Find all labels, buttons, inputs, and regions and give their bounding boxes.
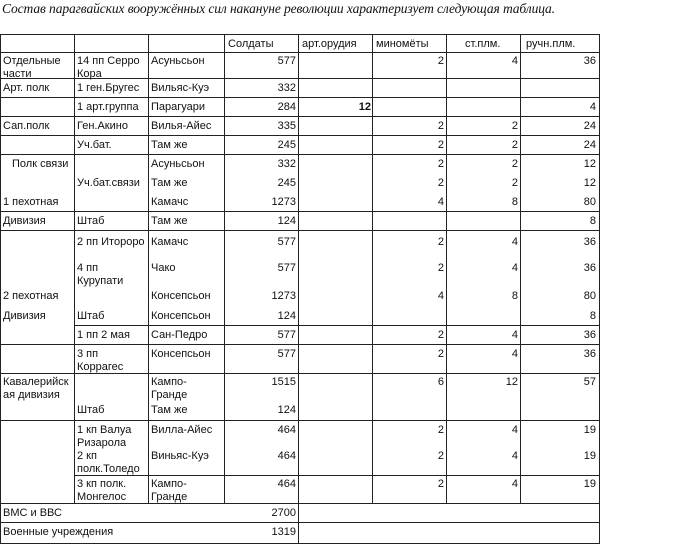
lmg-cell: 8 [589, 310, 596, 322]
soldiers-cell: 245 [277, 177, 296, 189]
lmg-cell: 8 [589, 215, 596, 227]
grid-line [0, 34, 600, 35]
soldiers-cell: 577 [277, 236, 296, 248]
subunit-cell: 2 кп полк.Толедо [77, 450, 140, 475]
soldiers-cell: 1319 [271, 526, 296, 538]
unit-cell: Военные учреждения [3, 526, 114, 538]
grid-line [298, 34, 299, 543]
location-cell: Асуньсьон [151, 55, 205, 67]
lmg-cell: 36 [583, 55, 596, 67]
location-cell: Там же [151, 177, 188, 189]
mortars-cell: 4 [437, 290, 444, 302]
mortars-cell: 2 [437, 329, 444, 341]
lmg-cell: 24 [583, 120, 596, 132]
grid-line [224, 34, 225, 503]
hmg-cell: 4 [511, 478, 518, 490]
hmg-cell: 2 [511, 139, 518, 151]
subunit-cell: 1 ген.Бругес [77, 82, 140, 94]
grid-line [0, 344, 600, 345]
location-cell: Консепсьон [151, 290, 211, 302]
mortars-cell: 2 [437, 236, 444, 248]
soldiers-cell: 577 [277, 329, 296, 341]
hmg-cell: 4 [511, 450, 518, 462]
lmg-cell: 36 [583, 348, 596, 360]
soldiers-cell: 577 [277, 55, 296, 67]
mortars-cell: 4 [437, 196, 444, 208]
grid-line [0, 522, 600, 523]
mortars-cell: 2 [437, 478, 444, 490]
soldiers-cell: 1273 [271, 196, 296, 208]
header-lmg: ручн.плм. [526, 38, 576, 50]
unit-cell: Полк связи [12, 158, 69, 170]
soldiers-cell: 577 [277, 262, 296, 274]
soldiers-cell: 124 [277, 310, 296, 322]
hmg-cell: 4 [511, 262, 518, 274]
grid-line [0, 116, 600, 117]
subunit-cell: Ген.Акино [77, 120, 128, 132]
hmg-cell: 4 [511, 329, 518, 341]
soldiers-cell: 284 [277, 101, 296, 113]
unit-cell: 1 пехотная [3, 196, 59, 208]
grid-line [74, 475, 600, 476]
hmg-cell: 2 [511, 177, 518, 189]
subunit-cell: 3 пп Коррагес [77, 348, 124, 373]
unit-cell: 2 пехотная [3, 290, 59, 302]
hmg-cell: 4 [511, 348, 518, 360]
lmg-cell: 19 [583, 478, 596, 490]
location-cell: Там же [151, 215, 188, 227]
hmg-cell: 4 [511, 55, 518, 67]
unit-cell: ВМС и ВВС [3, 507, 62, 519]
grid-line [74, 325, 600, 326]
grid-line [0, 154, 600, 155]
soldiers-cell: 332 [277, 82, 296, 94]
lmg-cell: 12 [583, 177, 596, 189]
unit-cell: Арт. полк [3, 82, 50, 94]
grid-line [599, 34, 600, 543]
subunit-cell: 4 пп Курупати [77, 262, 124, 287]
subunit-cell: Штаб [77, 215, 105, 227]
subunit-cell: 1 арт.группа [77, 101, 139, 113]
location-cell: Кампо-Гранде [151, 478, 188, 503]
subunit-cell: Уч.бат.связи [77, 177, 140, 189]
subunit-cell: Штаб [77, 404, 105, 416]
unit-cell: Дивизия [3, 215, 46, 227]
lmg-cell: 36 [583, 236, 596, 248]
hmg-cell: 4 [511, 236, 518, 248]
soldiers-cell: 464 [277, 478, 296, 490]
grid-line [148, 34, 149, 503]
lmg-cell: 36 [583, 262, 596, 274]
grid-line [0, 52, 600, 53]
mortars-cell: 6 [437, 376, 444, 388]
header-mortars: миномёты [376, 38, 429, 50]
lmg-cell: 57 [583, 376, 596, 388]
lmg-cell: 4 [589, 101, 596, 113]
subunit-cell: 1 пп 2 мая [77, 329, 130, 341]
lmg-cell: 80 [583, 290, 596, 302]
grid-line [74, 34, 75, 503]
location-cell: Там же [151, 404, 188, 416]
unit-cell: Дивизия [3, 310, 46, 322]
lmg-cell: 80 [583, 196, 596, 208]
hmg-cell: 12 [505, 376, 518, 388]
header-hmg: ст.плм. [465, 38, 501, 50]
guns-cell: 12 [358, 101, 371, 113]
unit-cell: Отдельные части [3, 55, 61, 80]
lmg-cell: 36 [583, 329, 596, 341]
lmg-cell: 12 [583, 158, 596, 170]
mortars-cell: 2 [437, 348, 444, 360]
mortars-cell: 2 [437, 262, 444, 274]
hmg-cell: 8 [511, 196, 518, 208]
grid-line [0, 420, 600, 421]
location-cell: Консепсьон [151, 348, 211, 360]
grid-line [0, 211, 600, 212]
location-cell: Камачс [151, 236, 189, 248]
location-cell: Виньяс-Куэ [151, 450, 209, 462]
lmg-cell: 24 [583, 139, 596, 151]
soldiers-cell: 2700 [271, 507, 296, 519]
unit-cell: Кавалерийская дивизия [3, 376, 69, 401]
mortars-cell: 2 [437, 424, 444, 436]
table-caption: Состав парагвайских вооружённых сил накануне революции характеризует следующая таблица. [2, 1, 555, 16]
lmg-cell: 19 [583, 450, 596, 462]
hmg-cell: 2 [511, 120, 518, 132]
location-cell: Камачс [151, 196, 189, 208]
grid-line [0, 543, 600, 544]
grid-line [446, 34, 447, 503]
grid-line [372, 34, 373, 503]
grid-line [0, 34, 1, 543]
subunit-cell: Штаб [77, 310, 105, 322]
mortars-cell: 2 [437, 450, 444, 462]
soldiers-cell: 577 [277, 348, 296, 360]
grid-line [0, 97, 600, 98]
subunit-cell: 14 пп Серро Кора [77, 55, 140, 80]
lmg-cell: 19 [583, 424, 596, 436]
grid-line [0, 230, 600, 231]
location-cell: Вилья-Айес [151, 120, 212, 132]
hmg-cell: 4 [511, 424, 518, 436]
soldiers-cell: 124 [277, 215, 296, 227]
location-cell: Парагуари [151, 101, 206, 113]
soldiers-cell: 464 [277, 424, 296, 436]
mortars-cell: 2 [437, 139, 444, 151]
soldiers-cell: 1515 [271, 376, 296, 388]
subunit-cell: 3 кп полк. Монгелос [77, 478, 127, 503]
mortars-cell: 2 [437, 158, 444, 170]
soldiers-cell: 335 [277, 120, 296, 132]
location-cell: Вилла-Айес [151, 424, 213, 436]
location-cell: Консепсьон [151, 310, 211, 322]
hmg-cell: 8 [511, 290, 518, 302]
location-cell: Асуньсьон [151, 158, 205, 170]
location-cell: Кампо-Гранде [151, 376, 188, 401]
grid-line [520, 34, 521, 503]
soldiers-cell: 245 [277, 139, 296, 151]
location-cell: Там же [151, 139, 188, 151]
subunit-cell: 1 кп Валуа Ризарола [77, 424, 132, 449]
mortars-cell: 2 [437, 120, 444, 132]
location-cell: Чако [151, 262, 176, 274]
header-guns: арт.орудия [302, 38, 357, 50]
soldiers-cell: 332 [277, 158, 296, 170]
header-soldiers: Солдаты [228, 38, 274, 50]
location-cell: Вильяс-Куэ [151, 82, 210, 94]
unit-cell: Сап.полк [3, 120, 50, 132]
soldiers-cell: 124 [277, 404, 296, 416]
soldiers-cell: 1273 [271, 290, 296, 302]
hmg-cell: 2 [511, 158, 518, 170]
soldiers-cell: 464 [277, 450, 296, 462]
grid-line [0, 135, 600, 136]
mortars-cell: 2 [437, 55, 444, 67]
subunit-cell: 2 пп Итороро [77, 236, 145, 248]
mortars-cell: 2 [437, 177, 444, 189]
subunit-cell: Уч.бат. [77, 139, 112, 151]
location-cell: Сан-Педро [151, 329, 208, 341]
